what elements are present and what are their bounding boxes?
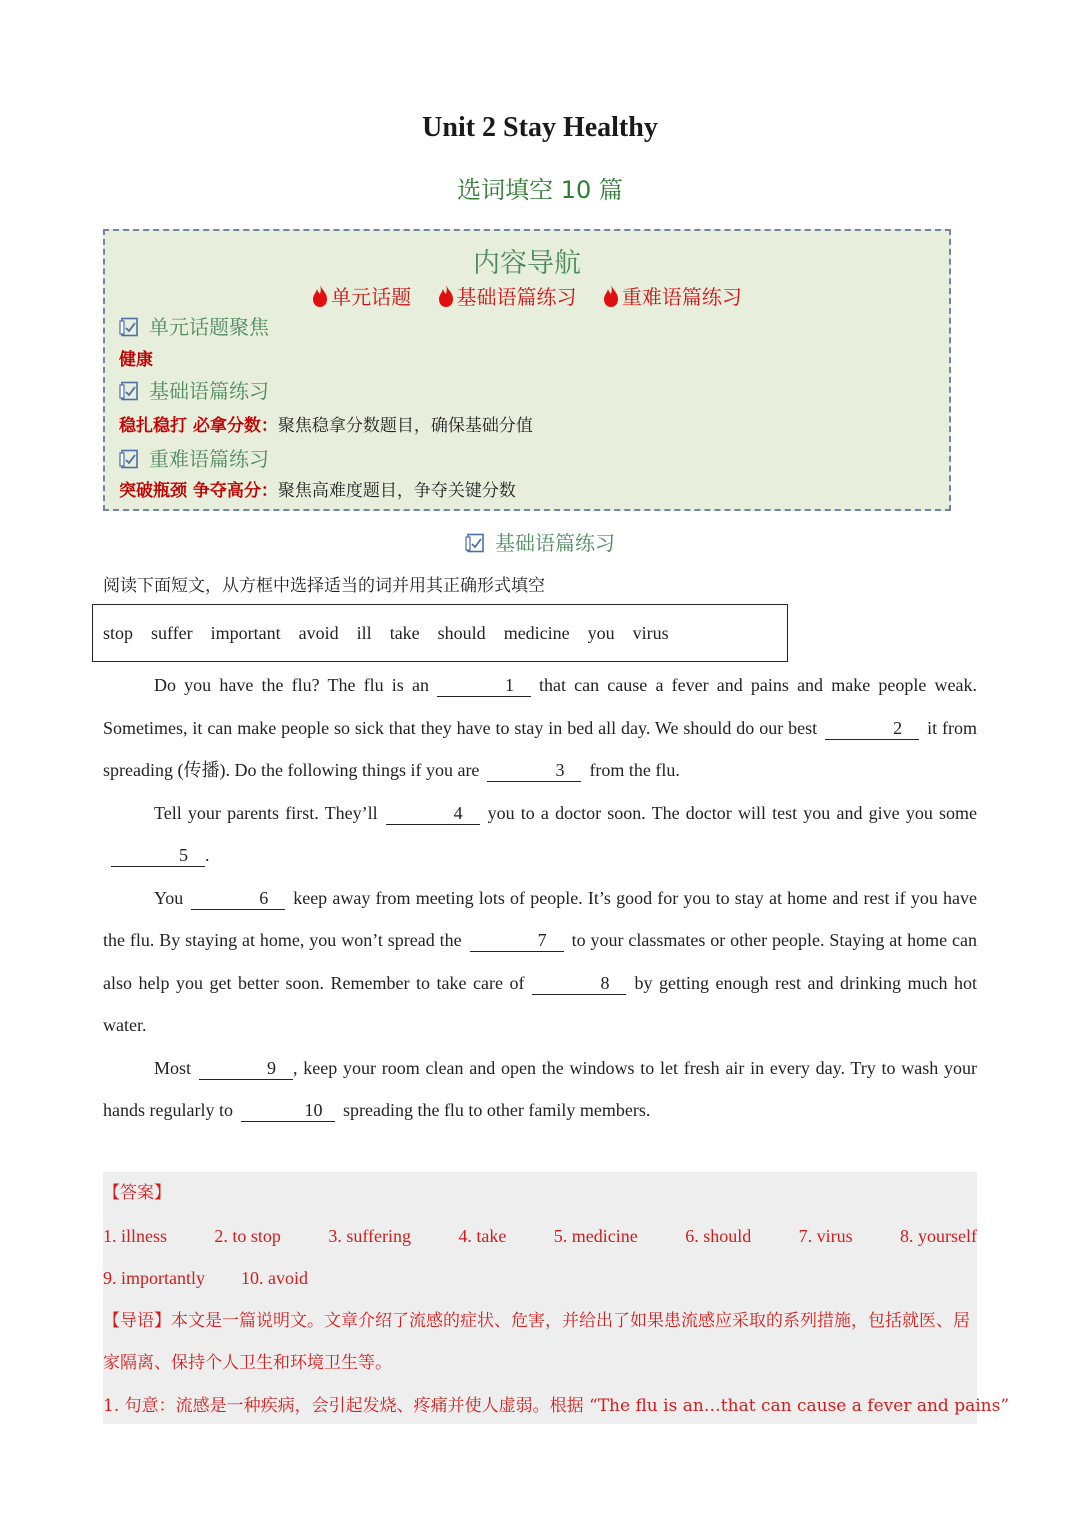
word-item: should [437, 623, 486, 643]
answer-section [103, 1172, 1010, 1424]
exercise-instruction: 阅读下面短文，从方框中选择适当的词并用其正确形式填空 [103, 576, 545, 596]
answer-explanation: 1. 句意：流感是一种疾病，会引起发烧、疼痛并使人虚弱。根据 “The flu is an…that can cause a fever and pains” [103, 1395, 1010, 1416]
answer-item: 5. medicine [553, 1225, 638, 1246]
answer-list-1 [103, 1215, 977, 1258]
blank-5[interactable]: 5 [111, 844, 205, 867]
nav-slogan: 突破瓶颈 争夺高分： [119, 481, 278, 501]
nav-desc: 聚焦高难度题目，争夺关键分数 [277, 481, 516, 501]
answer-item: 9. importantly [103, 1268, 205, 1288]
content-navigation-box [103, 229, 951, 511]
answer-item: 2. to stop [214, 1225, 281, 1246]
paragraph-2 [103, 792, 977, 877]
paragraph-4 [103, 1047, 977, 1132]
word-item: important [210, 623, 281, 643]
nav-section-label: 基础语篇练习 [149, 379, 269, 403]
passage-text: Do you have the flu? The flu is an [154, 675, 429, 695]
word-item: you [587, 623, 615, 643]
blank-7[interactable]: 7 [470, 929, 564, 952]
passage-text: , keep your room clean and open the windows to let fresh air in every day. Try to wash your hands regularly to [103, 1057, 977, 1120]
nav-tags [105, 281, 949, 310]
answer-item: 8. yourself [900, 1225, 977, 1246]
page-subtitle: 选词填空 10 篇 [457, 176, 623, 204]
blank-9[interactable]: 9 [199, 1057, 293, 1080]
answer-guide: 【导语】本文是一篇说明文。文章介绍了流感的症状、危害，并给出了如果患流感应采取的系列措施，包括就医、居家隔离、保持个人卫生和环境卫生等。 [103, 1310, 970, 1373]
answer-item: 10. avoid [241, 1268, 308, 1288]
section-heading-label: 基础语篇练习 [495, 531, 615, 555]
passage-text: it from spreading (传播). Do the following things if you are [103, 717, 977, 780]
checklist-icon [119, 317, 139, 337]
passage-text: You [154, 887, 184, 908]
nav-basic-description [119, 411, 533, 436]
word-item: stop [103, 623, 134, 643]
blank-6[interactable]: 6 [191, 887, 285, 910]
passage-text: Tell your parents first. They’ll [154, 802, 378, 823]
paragraph-3 [103, 877, 977, 1047]
word-item: take [389, 623, 420, 643]
passage-text: you to a doctor soon. The doctor will test you and give you some [487, 802, 977, 823]
nav-section-basic[interactable] [119, 375, 269, 404]
passage-text: . [205, 845, 210, 865]
answer-item: 6. should [685, 1225, 752, 1246]
nav-section-hard[interactable] [119, 443, 269, 472]
word-bank [92, 604, 788, 662]
nav-tag-unit-topic[interactable] [312, 281, 411, 310]
section-heading-basic [0, 527, 1080, 556]
blank-3[interactable]: 3 [487, 759, 581, 782]
nav-topic: 健康 [119, 350, 153, 370]
word-item: medicine [503, 623, 570, 643]
passage-text: spreading the flu to other family members. [342, 1100, 651, 1120]
nav-section-unit-topic[interactable] [119, 311, 269, 340]
nav-section-label: 重难语篇练习 [149, 447, 269, 471]
flame-icon [438, 285, 454, 307]
blank-10[interactable]: 10 [241, 1099, 335, 1122]
nav-section-label: 单元话题聚焦 [149, 315, 269, 339]
flame-icon [603, 285, 619, 307]
nav-slogan: 稳扎稳打 必拿分数： [119, 416, 278, 436]
answer-item: 3. suffering [328, 1225, 411, 1246]
word-item: suffer [151, 623, 193, 643]
flame-icon [312, 285, 328, 307]
nav-hard-description [119, 476, 516, 501]
checklist-icon [465, 533, 485, 553]
blank-4[interactable]: 4 [386, 802, 480, 825]
nav-tag-label: 重难语篇练习 [621, 285, 742, 309]
word-item: ill [356, 623, 372, 643]
answer-item: 1. illness [103, 1225, 168, 1246]
passage-text: keep away from meeting lots of people. It’s good for you to stay at home and rest if you have the flu. By staying at home, you won’t spread the [103, 887, 977, 950]
paragraph-1 [103, 664, 977, 792]
nav-desc: 聚焦稳拿分数题目，确保基础分值 [277, 416, 533, 436]
passage-text: to your classmates or other people. Staying at home can also help you get better soon. Remember to take care of [103, 930, 977, 993]
nav-tag-label: 基础语篇练习 [456, 285, 577, 309]
nav-title: 内容导航 [473, 248, 581, 279]
reading-passage [103, 664, 977, 1132]
page-title: Unit 2 Stay Healthy [422, 112, 658, 143]
answer-list-2 [103, 1257, 977, 1300]
answer-label: 【答案】 [103, 1183, 171, 1203]
blank-8[interactable]: 8 [532, 972, 626, 995]
passage-text: Most [154, 1057, 192, 1078]
nav-tag-label: 单元话题 [331, 285, 412, 309]
passage-text: that can cause a fever and pains and make people weak. Sometimes, it can make people so sick that they have to stay in bed all day. We should do our best [103, 675, 978, 738]
passage-text: from the flu. [589, 760, 680, 780]
blank-2[interactable]: 2 [825, 717, 919, 740]
nav-tag-hard[interactable] [603, 281, 742, 310]
checklist-icon [119, 381, 139, 401]
checklist-icon [119, 449, 139, 469]
answer-item: 4. take [458, 1225, 507, 1246]
passage-text: by getting enough rest and drinking much hot water. [103, 972, 977, 1035]
blank-1[interactable]: 1 [437, 674, 531, 697]
answer-item: 7. virus [798, 1225, 853, 1246]
word-item: virus [632, 623, 669, 643]
nav-tag-basic[interactable] [438, 281, 577, 310]
word-item: avoid [298, 623, 339, 643]
